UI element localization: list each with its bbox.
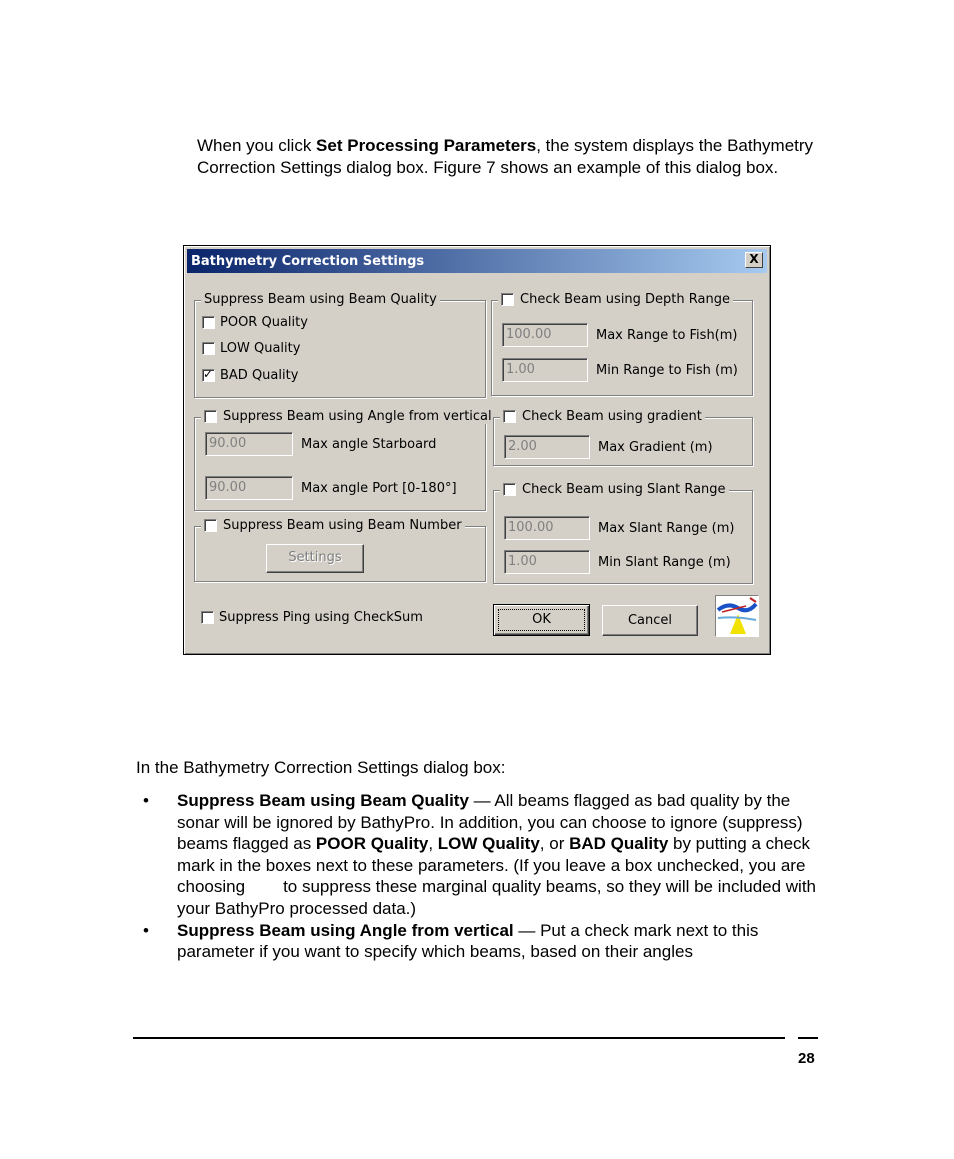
max-range-to-fish-input[interactable]: 100.00 xyxy=(502,323,588,347)
bullet-icon: • xyxy=(143,920,149,940)
min-slant-range-input[interactable]: 1.00 xyxy=(504,550,590,574)
depth-range-legend[interactable]: Check Beam using Depth Range xyxy=(498,292,733,307)
max-gradient-label: Max Gradient (m) xyxy=(598,439,713,455)
page-number: 28 xyxy=(798,1050,815,1067)
max-angle-port-input[interactable]: 90.00 xyxy=(205,476,293,500)
cancel-button[interactable]: Cancel xyxy=(602,605,698,636)
max-slant-range-input[interactable]: 100.00 xyxy=(504,516,590,540)
dialog-title: Bathymetry Correction Settings xyxy=(191,254,425,269)
poor-quality-checkbox[interactable]: POOR Quality xyxy=(202,315,308,330)
max-range-to-fish-label: Max Range to Fish(m) xyxy=(596,327,738,343)
min-slant-range-label: Min Slant Range (m) xyxy=(598,554,731,570)
max-angle-starboard-label: Max angle Starboard xyxy=(301,436,437,452)
bad-quality-checkbox[interactable]: ✓ BAD Quality xyxy=(203,367,299,383)
max-angle-starboard-input[interactable]: 90.00 xyxy=(205,432,293,456)
max-angle-port-label: Max angle Port [0-180°] xyxy=(301,480,457,496)
depth-range-group xyxy=(491,292,753,396)
bullet-list xyxy=(140,790,820,963)
gradient-group xyxy=(493,409,753,466)
gradient-checkbox[interactable] xyxy=(503,410,516,423)
footer-rule xyxy=(133,1037,785,1039)
angle-legend[interactable]: Suppress Beam using Angle from vertical xyxy=(201,409,495,424)
list-item: • Suppress Beam using Angle from vertical — Put a check mark next to this parameter if you want to specify which beams, based on their angles xyxy=(143,920,759,962)
angle-group xyxy=(194,409,492,511)
intro-paragraph: When you click Set Processing Parameters, the system displays the Bathymetry Correction Settings dialog box. Figure 7 shows an example of this dialog box. xyxy=(197,136,814,177)
slant-range-legend[interactable]: Check Beam using Slant Range xyxy=(500,482,729,497)
bathypro-logo-icon xyxy=(715,595,759,637)
list-item: • Suppress Beam using Beam Quality — All beams flagged as bad quality by the sonar will be ignored by BathyPro. In addition, you can choose to ignore (suppress) beams flagged as POOR Quality, LOW Quality, or BAD Quality by putting a check mark in the boxes next to these parameters. (If you leave a box unchecked, you are choosing to suppress these marginal quality beams, so they will be included with your BathyPro processed data.) xyxy=(143,791,817,918)
ok-button[interactable]: OK xyxy=(493,604,590,636)
footer-rule-short xyxy=(798,1037,818,1039)
lead-paragraph: In the Bathymetry Correction Settings dialog box: xyxy=(136,758,506,777)
beam-number-group xyxy=(194,518,486,582)
angle-checkbox[interactable] xyxy=(204,410,217,423)
beam-quality-group xyxy=(194,292,486,398)
beam-quality-legend: Suppress Beam using Beam Quality xyxy=(201,292,440,307)
min-range-to-fish-input[interactable]: 1.00 xyxy=(502,358,588,382)
depth-range-checkbox[interactable] xyxy=(501,293,514,306)
slant-range-group xyxy=(493,482,753,584)
checksum-checkbox[interactable]: Suppress Ping using CheckSum xyxy=(201,610,423,625)
beam-number-legend[interactable]: Suppress Beam using Beam Number xyxy=(201,518,465,533)
settings-button[interactable]: Settings xyxy=(266,544,364,573)
bullet-icon: • xyxy=(143,791,149,810)
gradient-legend[interactable]: Check Beam using gradient xyxy=(500,409,705,424)
max-slant-range-label: Max Slant Range (m) xyxy=(598,520,735,536)
slant-range-checkbox[interactable] xyxy=(503,483,516,496)
low-quality-checkbox[interactable]: LOW Quality xyxy=(202,341,300,356)
min-range-to-fish-label: Min Range to Fish (m) xyxy=(596,362,738,378)
close-icon[interactable]: X xyxy=(745,252,763,268)
bathymetry-correction-dialog xyxy=(183,245,771,655)
beam-number-checkbox[interactable] xyxy=(204,519,217,532)
dialog-titlebar xyxy=(187,249,767,273)
checkmark-icon: ✓ xyxy=(203,367,214,381)
max-gradient-input[interactable]: 2.00 xyxy=(504,435,590,459)
